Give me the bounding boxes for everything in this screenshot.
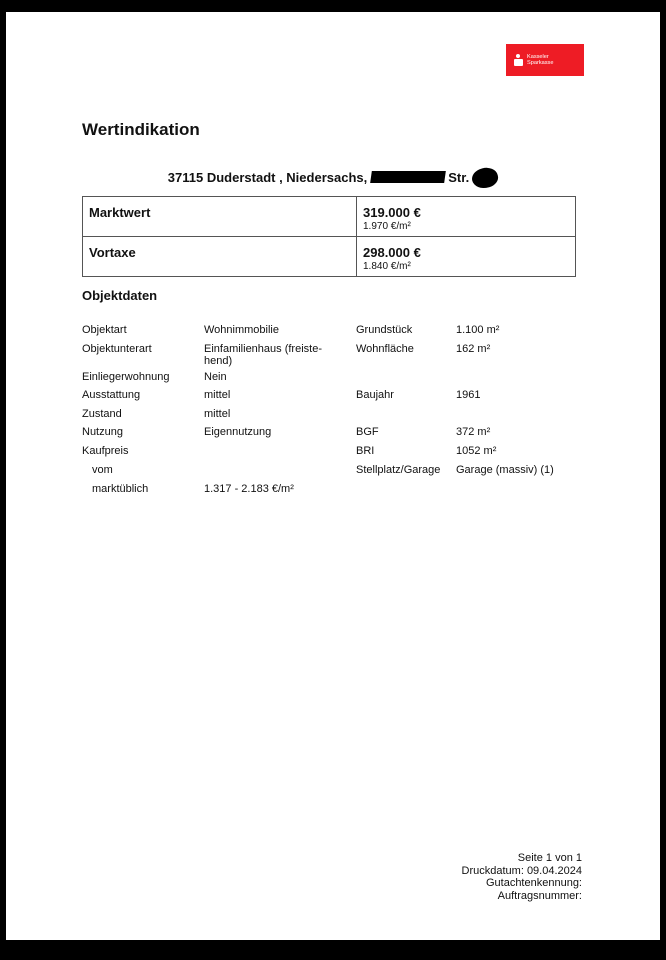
address-street-suffix: Str.: [448, 170, 470, 185]
prop-label: Wohnfläche: [356, 343, 414, 355]
prop-label: Kaufpreis: [82, 445, 129, 457]
prop-label: Zustand: [82, 408, 122, 420]
prop-value-continued: hend): [204, 355, 233, 367]
prop-label: BRI: [356, 445, 375, 457]
print-date: Druckdatum: 09.04.2024: [461, 864, 582, 877]
valuation-per-sqm: 1.840 €/m²: [363, 261, 411, 272]
prop-label: Grundstück: [356, 324, 413, 336]
section-title: Objektdaten: [82, 288, 158, 303]
prop-value: 1.100 m²: [456, 324, 500, 336]
page-footer: [462, 852, 582, 902]
address-line: [6, 168, 660, 188]
prop-value: Wohnimmobilie: [204, 324, 279, 336]
prop-value: 1052 m²: [456, 445, 497, 457]
prop-label: marktüblich: [92, 483, 149, 495]
valuation-label: Vortaxe: [83, 237, 357, 277]
sparkasse-s-icon: [514, 54, 523, 66]
prop-label: Baujahr: [356, 389, 394, 401]
address-city: 37115 Duderstadt , Niedersachs,: [167, 170, 368, 185]
prop-value: 1.317 - 2.183 €/m²: [204, 483, 294, 495]
prop-label: Stellplatz/Garage: [356, 464, 441, 476]
table-row: [83, 197, 576, 237]
prop-label: vom: [92, 464, 113, 476]
prop-label: Einliegerwohnung: [82, 371, 170, 383]
valuation-label: Marktwert: [83, 197, 357, 237]
page-number: Seite 1 von 1: [517, 852, 582, 864]
valuation-amount: 298.000 €: [363, 245, 421, 260]
valuation-value: [357, 237, 576, 277]
prop-value: Einfamilienhaus (freiste-: [204, 343, 322, 355]
table-row: [83, 237, 576, 277]
report-id: Gutachtenkennung:: [485, 877, 582, 889]
prop-value: mittel: [204, 408, 231, 420]
document-page: [6, 12, 660, 940]
prop-label: Ausstattung: [82, 389, 141, 401]
prop-value: Nein: [204, 371, 227, 383]
valuation-amount: 319.000 €: [363, 205, 421, 220]
redaction-mark: [470, 165, 500, 191]
prop-value: mittel: [204, 389, 231, 401]
prop-label: BGF: [356, 426, 379, 438]
prop-value: Garage (massiv) (1): [456, 464, 554, 476]
prop-label: Objektart: [82, 324, 127, 336]
redaction-mark: [370, 171, 446, 183]
valuation-table: [82, 196, 576, 277]
valuation-per-sqm: 1.970 €/m²: [363, 221, 411, 232]
prop-value: Eigennutzung: [204, 426, 272, 438]
valuation-value: [357, 197, 576, 237]
logo-text: Kasseler Sparkasse: [527, 53, 554, 66]
sparkasse-logo: [506, 44, 584, 76]
prop-label: Nutzung: [82, 426, 123, 438]
prop-value: 1961: [456, 389, 481, 401]
prop-value: 162 m²: [456, 343, 491, 355]
order-number: Auftragsnummer:: [497, 889, 582, 902]
page-title: Wertindikation: [82, 120, 200, 139]
prop-value: 372 m²: [456, 426, 491, 438]
prop-label: Objektunterart: [82, 343, 152, 355]
